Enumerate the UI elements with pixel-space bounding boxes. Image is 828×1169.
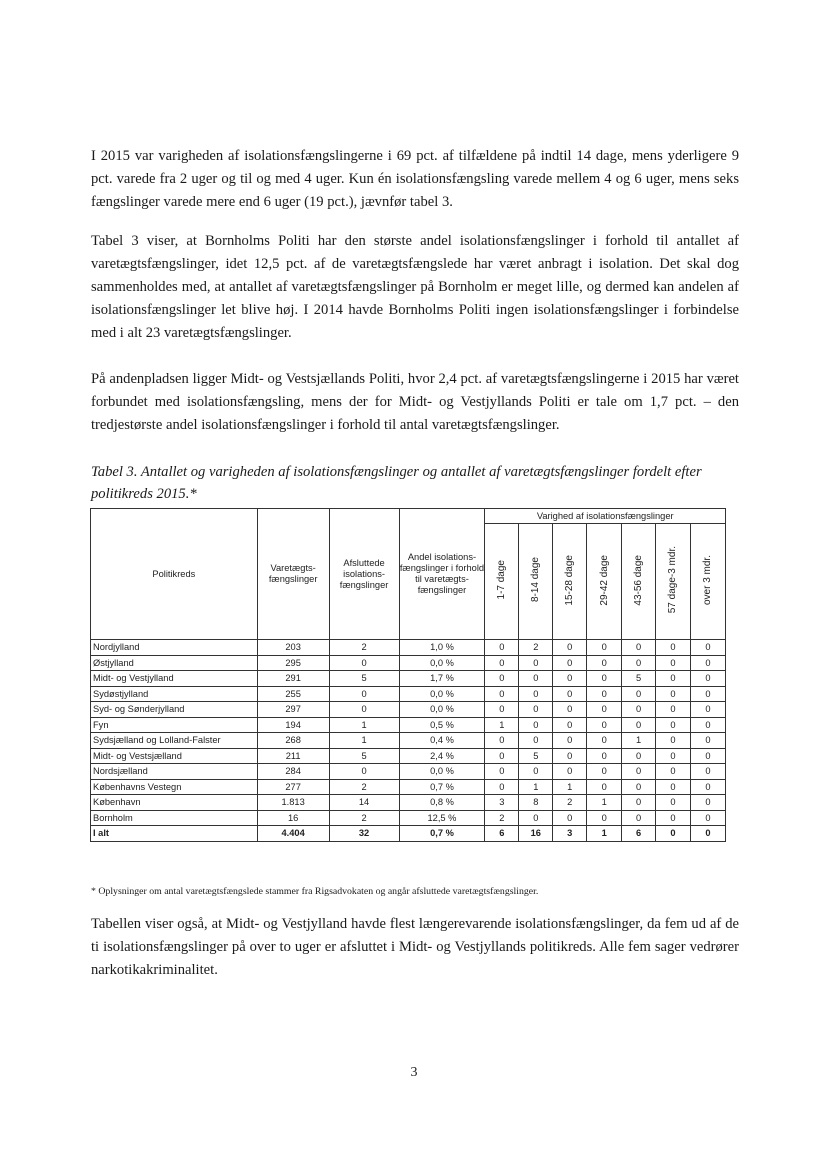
cell-duration: 0: [485, 702, 519, 718]
cell-duration: 0: [622, 655, 656, 671]
cell-andel: 0,8 %: [399, 795, 485, 811]
table-row: [91, 717, 726, 733]
cell-duration: 0: [690, 764, 725, 780]
cell-duration: 0: [519, 671, 553, 687]
cell-duration: 0: [622, 810, 656, 826]
cell-duration: 0: [656, 810, 691, 826]
cell-duration: 1: [485, 717, 519, 733]
cell-duration: 0: [519, 717, 553, 733]
cell-duration: 0: [519, 764, 553, 780]
cell-duration: 0: [690, 717, 725, 733]
cell-andel: 0,7 %: [399, 779, 485, 795]
cell-duration: 0: [622, 686, 656, 702]
table-body: [91, 640, 726, 842]
cell-duration: 0: [485, 733, 519, 749]
header-duration: [553, 524, 587, 640]
cell-duration: 0: [690, 702, 725, 718]
cell-duration: 0: [553, 686, 587, 702]
cell-duration: 1: [519, 779, 553, 795]
cell-duration: 6: [485, 826, 519, 842]
header-duration: [587, 524, 622, 640]
cell-duration: 0: [656, 655, 691, 671]
cell-duration: 1: [622, 733, 656, 749]
cell-duration: 0: [553, 717, 587, 733]
cell-duration: 6: [622, 826, 656, 842]
table-row: [91, 702, 726, 718]
cell-duration: 0: [690, 748, 725, 764]
cell-andel: 12,5 %: [399, 810, 485, 826]
header-duration-label: 15-28 dage: [564, 554, 576, 606]
cell-duration: 0: [587, 671, 622, 687]
cell-politikreds: Midt- og Vestjylland: [91, 671, 258, 687]
cell-duration: 0: [553, 640, 587, 656]
table-row: [91, 640, 726, 656]
header-duration-label: 57 dage-3 mdr.: [667, 546, 679, 614]
cell-duration: 0: [622, 717, 656, 733]
cell-andel: 0,0 %: [399, 702, 485, 718]
header-duration: [656, 524, 691, 640]
cell-duration: 0: [519, 655, 553, 671]
table-caption: Tabel 3. Antallet og varigheden af isolationsfængslinger og antallet af varetægtsfængslinger fordelt efter politikreds 2015.*: [91, 464, 702, 502]
cell-afsluttede: 0: [329, 764, 399, 780]
cell-duration: 2: [485, 810, 519, 826]
page-number: 3: [410, 1065, 418, 1080]
cell-varetaegtsfaengslinger: 4.404: [257, 826, 329, 842]
cell-duration: 1: [587, 795, 622, 811]
cell-duration: 0: [587, 779, 622, 795]
table-row: [91, 810, 726, 826]
cell-andel: 0,5 %: [399, 717, 485, 733]
cell-duration: 0: [690, 640, 725, 656]
cell-afsluttede: 2: [329, 810, 399, 826]
cell-politikreds: Sydøstjylland: [91, 686, 258, 702]
cell-andel: 1,7 %: [399, 671, 485, 687]
cell-duration: 0: [587, 748, 622, 764]
header-duration: [519, 524, 553, 640]
cell-afsluttede: 1: [329, 717, 399, 733]
cell-politikreds: Københavns Vestegn: [91, 779, 258, 795]
cell-duration: 0: [656, 826, 691, 842]
cell-duration: 0: [519, 810, 553, 826]
cell-afsluttede: 2: [329, 640, 399, 656]
paragraph-3: På andenpladsen ligger Midt- og Vestsjællands Politi, hvor 2,4 pct. af varetægtsfængslingerne i 2015 har været forbundet med isolationsfængsling, mens der for Midt- og Vestjyllands Politi er tale om 1,7 pct. – den tredjestørste andel isolationsfængslinger i forhold til antal varetægtsfængslinger.: [91, 371, 739, 433]
cell-duration: 0: [690, 779, 725, 795]
cell-duration: 0: [587, 686, 622, 702]
cell-duration: 0: [485, 779, 519, 795]
cell-politikreds: I alt: [91, 826, 258, 842]
cell-politikreds: Østjylland: [91, 655, 258, 671]
cell-afsluttede: 0: [329, 686, 399, 702]
cell-duration: 0: [656, 795, 691, 811]
header-duration: [622, 524, 656, 640]
cell-varetaegtsfaengslinger: 277: [257, 779, 329, 795]
table-row: [91, 764, 726, 780]
table-footnote: * Oplysninger om antal varetægtsfængslede stammer fra Rigsadvokaten og angår afsluttede varetægtsfængslinger.: [91, 886, 539, 897]
data-table: [90, 508, 726, 842]
cell-duration: 0: [587, 655, 622, 671]
cell-varetaegtsfaengslinger: 203: [257, 640, 329, 656]
cell-duration: 0: [690, 671, 725, 687]
cell-duration: 0: [587, 733, 622, 749]
cell-afsluttede: 14: [329, 795, 399, 811]
cell-duration: 0: [690, 810, 725, 826]
cell-politikreds: Syd- og Sønderjylland: [91, 702, 258, 718]
header-politikreds: Politikreds: [91, 509, 258, 640]
cell-duration: 0: [553, 748, 587, 764]
header-andel: Andel isolations-fængslinger i forhold til varetægts-fængslinger: [399, 509, 485, 640]
cell-duration: 0: [622, 795, 656, 811]
cell-varetaegtsfaengslinger: 284: [257, 764, 329, 780]
table-3: [90, 508, 726, 842]
cell-duration: 0: [690, 686, 725, 702]
cell-andel: 1,0 %: [399, 640, 485, 656]
paragraph-4: Tabellen viser også, at Midt- og Vestjylland havde flest længerevarende isolationsfængslinger, da fem ud af de ti isolationsfængslinger på over to uger er afsluttet i Midt- og Vestjyllands politikreds. Alle fem sager vedrører narkotikakriminalitet.: [91, 916, 739, 978]
cell-afsluttede: 0: [329, 655, 399, 671]
cell-duration: 0: [485, 748, 519, 764]
header-afsluttede: Afsluttede isolations-fængslinger: [329, 509, 399, 640]
cell-duration: 0: [656, 640, 691, 656]
cell-varetaegtsfaengslinger: 211: [257, 748, 329, 764]
cell-duration: 0: [485, 671, 519, 687]
cell-politikreds: Fyn: [91, 717, 258, 733]
cell-varetaegtsfaengslinger: 16: [257, 810, 329, 826]
cell-duration: 0: [587, 717, 622, 733]
cell-andel: 0,4 %: [399, 733, 485, 749]
cell-duration: 0: [485, 764, 519, 780]
cell-duration: 0: [553, 671, 587, 687]
cell-varetaegtsfaengslinger: 1.813: [257, 795, 329, 811]
header-duration-label: over 3 mdr.: [702, 554, 714, 606]
cell-duration: 5: [622, 671, 656, 687]
cell-duration: 0: [656, 779, 691, 795]
cell-duration: 0: [587, 810, 622, 826]
table-row: [91, 779, 726, 795]
cell-duration: 0: [587, 640, 622, 656]
cell-duration: 16: [519, 826, 553, 842]
table-row: [91, 748, 726, 764]
cell-varetaegtsfaengslinger: 268: [257, 733, 329, 749]
cell-varetaegtsfaengslinger: 295: [257, 655, 329, 671]
cell-duration: 0: [519, 686, 553, 702]
cell-duration: 0: [622, 748, 656, 764]
cell-duration: 0: [622, 764, 656, 780]
header-duration-label: 43-56 dage: [633, 554, 645, 606]
cell-duration: 0: [622, 640, 656, 656]
cell-duration: 0: [553, 733, 587, 749]
cell-duration: 3: [553, 826, 587, 842]
cell-duration: 0: [485, 686, 519, 702]
cell-duration: 8: [519, 795, 553, 811]
cell-andel: 2,4 %: [399, 748, 485, 764]
cell-duration: 5: [519, 748, 553, 764]
cell-duration: 0: [656, 717, 691, 733]
cell-duration: 2: [519, 640, 553, 656]
cell-duration: 0: [519, 733, 553, 749]
cell-andel: 0,0 %: [399, 686, 485, 702]
paragraph-1: I 2015 var varigheden af isolationsfængslingerne i 69 pct. af tilfældene på indtil 14 dage, mens yderligere 9 pct. varede fra 2 uger og til og med 4 uger. Kun én isolationsfængsling varede mellem 4 og 6 uger, mens seks fængslinger varede mere end 6 uger (19 pct.), jævnfør tabel 3.: [91, 148, 739, 210]
cell-duration: 3: [485, 795, 519, 811]
cell-varetaegtsfaengslinger: 291: [257, 671, 329, 687]
cell-duration: 0: [656, 686, 691, 702]
header-duration-label: 1-7 dage: [496, 560, 508, 600]
header-duration: [485, 524, 519, 640]
cell-duration: 0: [553, 810, 587, 826]
cell-afsluttede: 5: [329, 671, 399, 687]
paragraph-2: Tabel 3 viser, at Bornholms Politi har den største andel isolationsfængslinger i forhold til antallet af varetægtsfængslinger, idet 12,5 pct. af de varetægtsfængslede har været anbragt i isolation. Det skal dog sammenholdes med, at antallet af varetægtsfængslinger på Bornholm er meget lille, og dermed kan andelen af isolationsfængslinger let blive høj. I 2014 havde Bornholms Politi ingen isolationsfængslinger i forbindelse med i alt 23 varetægtsfængslinger.: [91, 233, 739, 341]
cell-politikreds: Sydsjælland og Lolland-Falster: [91, 733, 258, 749]
table-row: [91, 671, 726, 687]
cell-duration: 0: [656, 748, 691, 764]
cell-duration: 0: [587, 702, 622, 718]
cell-duration: 0: [622, 702, 656, 718]
table-row: [91, 686, 726, 702]
cell-duration: 0: [690, 795, 725, 811]
table-row-total: [91, 826, 726, 842]
cell-duration: 0: [485, 640, 519, 656]
cell-duration: 0: [553, 764, 587, 780]
cell-duration: 0: [485, 655, 519, 671]
cell-duration: 0: [519, 702, 553, 718]
table-row: [91, 733, 726, 749]
cell-politikreds: Bornholm: [91, 810, 258, 826]
cell-politikreds: Midt- og Vestsjælland: [91, 748, 258, 764]
cell-varetaegtsfaengslinger: 194: [257, 717, 329, 733]
header-varighed-group: Varighed af isolationsfængslinger: [485, 509, 726, 524]
cell-duration: 0: [656, 733, 691, 749]
cell-afsluttede: 1: [329, 733, 399, 749]
cell-duration: 0: [553, 702, 587, 718]
cell-duration: 0: [656, 702, 691, 718]
cell-duration: 0: [656, 764, 691, 780]
cell-andel: 0,7 %: [399, 826, 485, 842]
table-row: [91, 655, 726, 671]
cell-duration: 0: [690, 826, 725, 842]
cell-andel: 0,0 %: [399, 655, 485, 671]
cell-duration: 0: [622, 779, 656, 795]
cell-duration: 0: [553, 655, 587, 671]
cell-politikreds: Nordsjælland: [91, 764, 258, 780]
header-duration: [690, 524, 725, 640]
cell-andel: 0,0 %: [399, 764, 485, 780]
cell-politikreds: Nordjylland: [91, 640, 258, 656]
cell-duration: 0: [587, 764, 622, 780]
cell-duration: 1: [587, 826, 622, 842]
table-row: [91, 795, 726, 811]
cell-varetaegtsfaengslinger: 255: [257, 686, 329, 702]
cell-duration: 0: [690, 733, 725, 749]
cell-afsluttede: 0: [329, 702, 399, 718]
cell-afsluttede: 32: [329, 826, 399, 842]
cell-duration: 0: [690, 655, 725, 671]
cell-afsluttede: 2: [329, 779, 399, 795]
cell-duration: 1: [553, 779, 587, 795]
cell-politikreds: København: [91, 795, 258, 811]
cell-afsluttede: 5: [329, 748, 399, 764]
cell-varetaegtsfaengslinger: 297: [257, 702, 329, 718]
header-duration-label: 8-14 dage: [530, 557, 542, 603]
cell-duration: 2: [553, 795, 587, 811]
header-varetaegtsfaengslinger: Varetægts-fængslinger: [257, 509, 329, 640]
cell-duration: 0: [656, 671, 691, 687]
header-duration-label: 29-42 dage: [598, 554, 610, 606]
